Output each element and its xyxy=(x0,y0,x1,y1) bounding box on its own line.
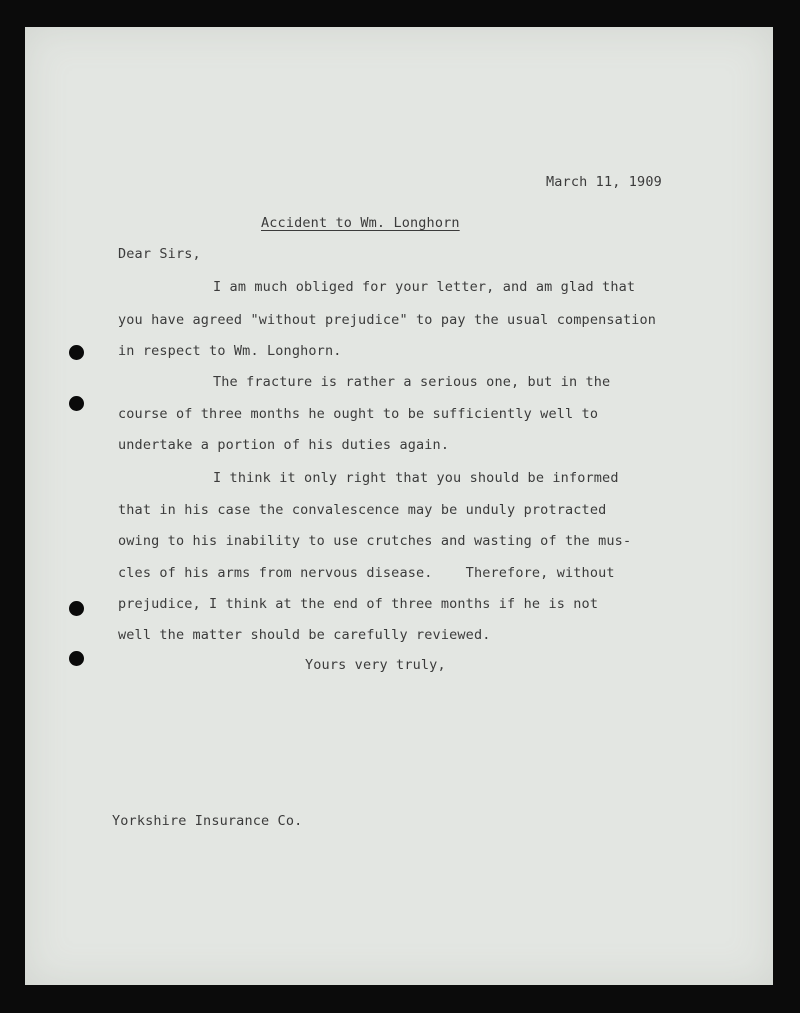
body-line: well the matter should be carefully reviewed. xyxy=(118,627,491,643)
body-line: course of three months he ought to be sufficiently well to xyxy=(118,406,599,422)
body-line: I think it only right that you should be informed xyxy=(213,470,619,486)
body-line: The fracture is rather a serious one, but in the xyxy=(213,374,611,390)
body-line: cles of his arms from nervous disease. Therefore, without xyxy=(118,565,615,581)
body-line: undertake a portion of his duties again. xyxy=(118,437,450,453)
closing: Yours very truly, xyxy=(305,657,446,673)
punch-hole xyxy=(69,651,84,666)
punch-hole xyxy=(69,345,84,360)
salutation: Dear Sirs, xyxy=(118,246,201,262)
letter-date: March 11, 1909 xyxy=(546,174,662,190)
body-line: in respect to Wm. Longhorn. xyxy=(118,343,342,359)
body-line: owing to his inability to use crutches and wasting of the mus- xyxy=(118,533,632,549)
body-line: I am much obliged for your letter, and am glad that xyxy=(213,279,636,295)
body-line: you have agreed "without prejudice" to pay the usual compensation xyxy=(118,312,657,328)
punch-hole xyxy=(69,396,84,411)
body-line: prejudice, I think at the end of three months if he is not xyxy=(118,596,599,612)
body-line: that in his case the convalescence may be unduly protracted xyxy=(118,502,607,518)
recipient: Yorkshire Insurance Co. xyxy=(112,813,303,829)
letter-subject: Accident to Wm. Longhorn xyxy=(261,215,460,231)
punch-hole xyxy=(69,601,84,616)
